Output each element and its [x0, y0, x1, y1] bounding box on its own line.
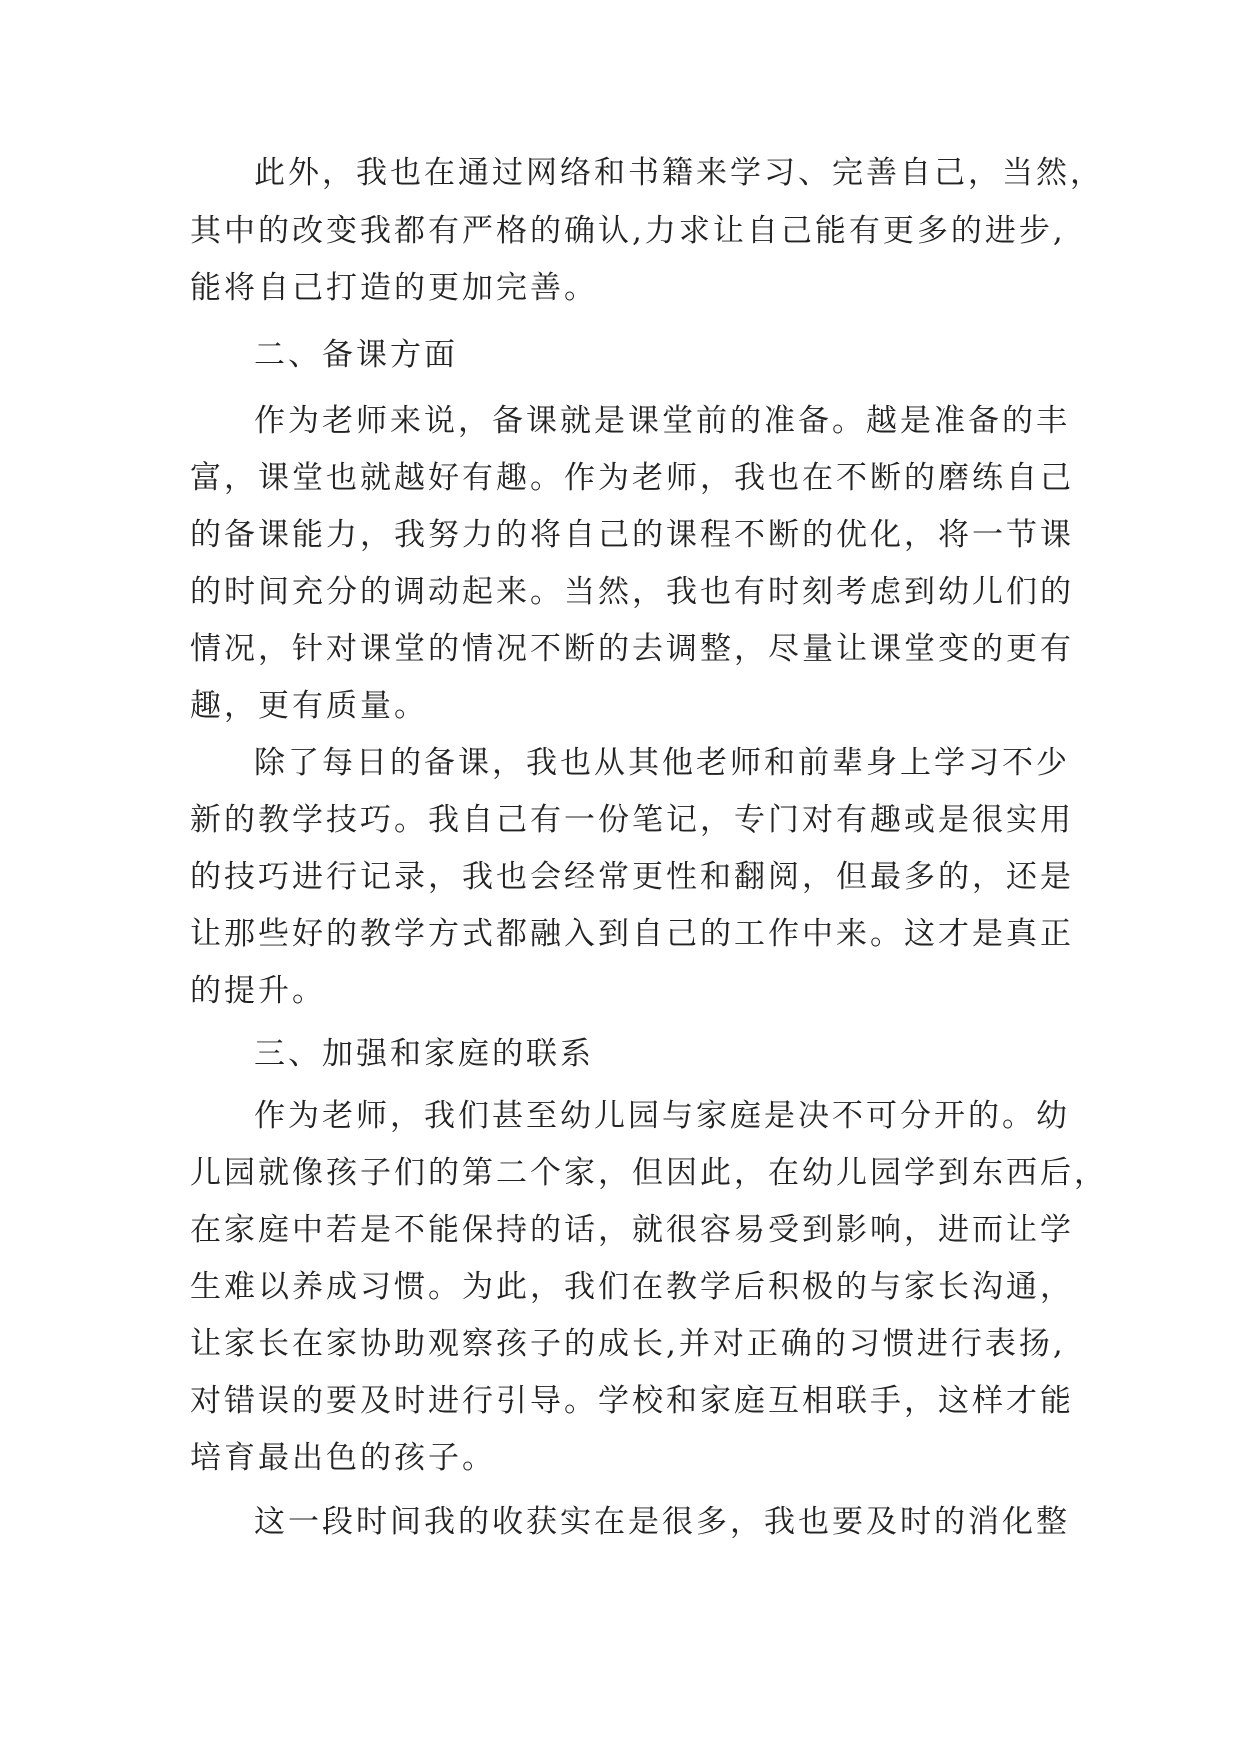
paragraph-line: 在家庭中若是不能保持的话，就很容易受到影响，进而让学	[190, 1212, 1074, 1248]
paragraph-line: 趣，更有质量。	[190, 688, 428, 724]
paragraph-line: 让家长在家协助观察孩子的成长,并对正确的习惯进行表扬,	[190, 1326, 1066, 1362]
paragraph-line: 这一段时间我的收获实在是很多，我也要及时的消化整	[254, 1504, 1070, 1540]
paragraph-line: 儿园就像孩子们的第二个家，但因此，在幼儿园学到东西后，	[190, 1155, 1108, 1191]
paragraph-line: 其中的改变我都有严格的确认,力求让自己能有更多的进步,	[190, 213, 1066, 249]
paragraph-line: 作为老师来说，备课就是课堂前的准备。越是准备的丰	[254, 403, 1070, 439]
paragraph-line: 的备课能力，我努力的将自己的课程不断的优化，将一节课	[190, 517, 1074, 553]
paragraph-line: 的时间充分的调动起来。当然，我也有时刻考虑到幼儿们的	[190, 574, 1074, 610]
paragraph-line: 此外，我也在通过网络和书籍来学习、完善自己，当然，	[254, 155, 1104, 191]
paragraph-line: 作为老师，我们甚至幼儿园与家庭是决不可分开的。幼	[254, 1098, 1070, 1134]
paragraph-line: 的提升。	[190, 973, 326, 1009]
paragraph-line: 的技巧进行记录，我也会经常更性和翻阅，但最多的，还是	[190, 859, 1074, 895]
paragraph-line: 让那些好的教学方式都融入到自己的工作中来。这才是真正	[190, 916, 1074, 952]
paragraph-line: 能将自己打造的更加完善。	[190, 270, 598, 306]
paragraph-line: 生难以养成习惯。为此，我们在教学后积极的与家长沟通，	[190, 1269, 1074, 1305]
section-heading: 二、备课方面	[254, 337, 458, 373]
paragraph-line: 除了每日的备课，我也从其他老师和前辈身上学习不少	[254, 745, 1070, 781]
paragraph-line: 情况，针对课堂的情况不断的去调整，尽量让课堂变的更有	[190, 631, 1074, 667]
paragraph-line: 对错误的要及时进行引导。学校和家庭互相联手，这样才能	[190, 1383, 1074, 1419]
paragraph-line: 富，课堂也就越好有趣。作为老师，我也在不断的磨练自己	[190, 460, 1074, 496]
paragraph-line: 培育最出色的孩子。	[190, 1440, 496, 1476]
section-heading: 三、加强和家庭的联系	[254, 1036, 594, 1072]
paragraph-line: 新的教学技巧。我自己有一份笔记，专门对有趣或是很实用	[190, 802, 1074, 838]
